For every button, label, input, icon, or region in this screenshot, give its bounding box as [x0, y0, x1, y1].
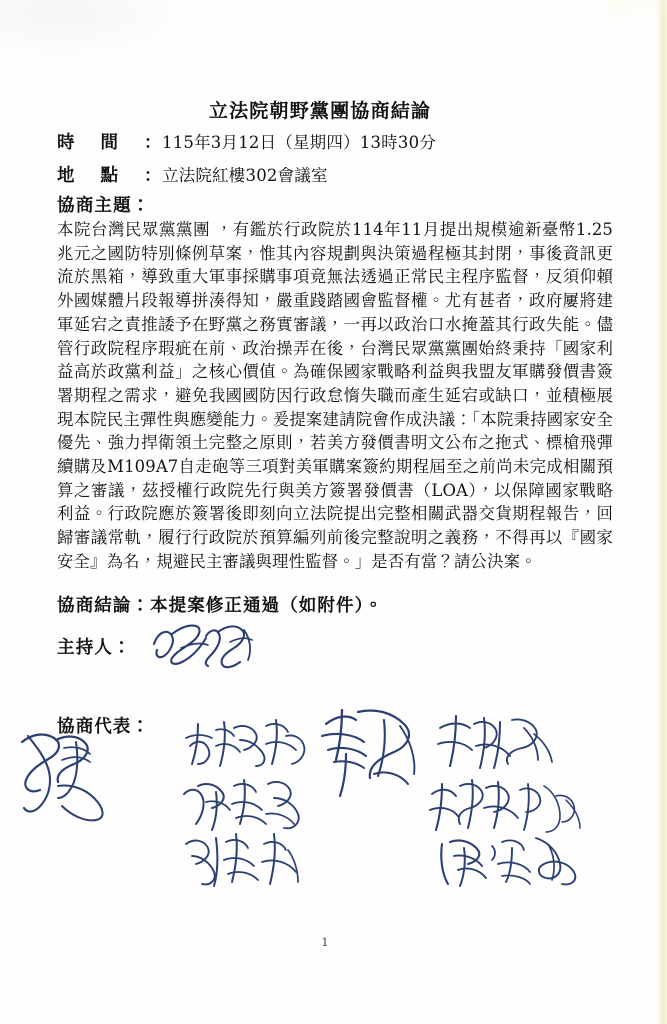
meeting-place-label: 地點 [57, 166, 144, 186]
negotiation-conclusion-row [57, 592, 383, 617]
meeting-time-row [57, 128, 436, 154]
negotiation-topic-body [57, 218, 613, 574]
host-label: 主持人： [57, 638, 132, 658]
negotiation-conclusion-text: 本提案修正通過（如附件）。 [150, 596, 384, 616]
meeting-time-value: 115年3月12日（星期四）13時30分 [162, 133, 436, 152]
meeting-time-colon: ： [144, 133, 161, 153]
topic-paragraph: 本院台灣民眾黨黨團 ，有鑑於行政院於114年11月提出規模逾新臺幣1.25兆元之國防特別條例草案，惟其內容規劃與決策過程極其封閉，事後資訊更流於黑箱，導致重大軍事採購事項竟無法透過正常民主程序監督，反須仰賴外國媒體片段報導拼湊得知，嚴重踐踏國會監督權。尤有甚者，政府屢將建軍延宕之責推諉予在野黨之務實審議，一再以政治口水掩蓋其行政失能。儘管行政院程序瑕疵在前、政治操弄在後，台灣民眾黨黨團始終秉持「國家利益高於政黨利益」之核心價值。為確保國家戰略利益與我盟友軍購發價書簽署期程之需求，避免我國國防因行政怠惰失職而產生延宕或缺口，並積極展現本院民主彈性與應變能力。爰提案建請院會作成決議：「本院秉持國家安全優先、強力捍衛領土完整之原則，若美方發價書明文公布之拖式、標槍飛彈續購及M109A7自走砲等三項對美軍購案簽約期程屆至之前尚未完成相關預算之審議，茲授權行政院先行與美方簽署發價書（LOA），以保障國家戰略利益。行政院應於簽署後即刻向立法院提出完整相關武器交貨期程報告，回歸審議常軌，履行行政院於預算編列前後完整說明之義務，不得再以『國家安全』為名，規避民主審議與理性監督。」是否有當？請公決案。 [57, 220, 613, 571]
meeting-place-colon: ： [144, 166, 161, 186]
representatives-label: 協商代表： [57, 717, 150, 737]
meeting-place-value: 立法院紅樓302會議室 [162, 166, 328, 185]
page-number: 1 [321, 936, 329, 949]
meeting-time-label: 時間 [57, 133, 144, 153]
page-title: 立法院朝野黨團協商結論 [208, 100, 432, 122]
negotiation-conclusion-label: 協商結論： [57, 596, 150, 616]
negotiation-topic-label: 協商主題： [57, 196, 151, 216]
meeting-place-row [57, 161, 328, 187]
